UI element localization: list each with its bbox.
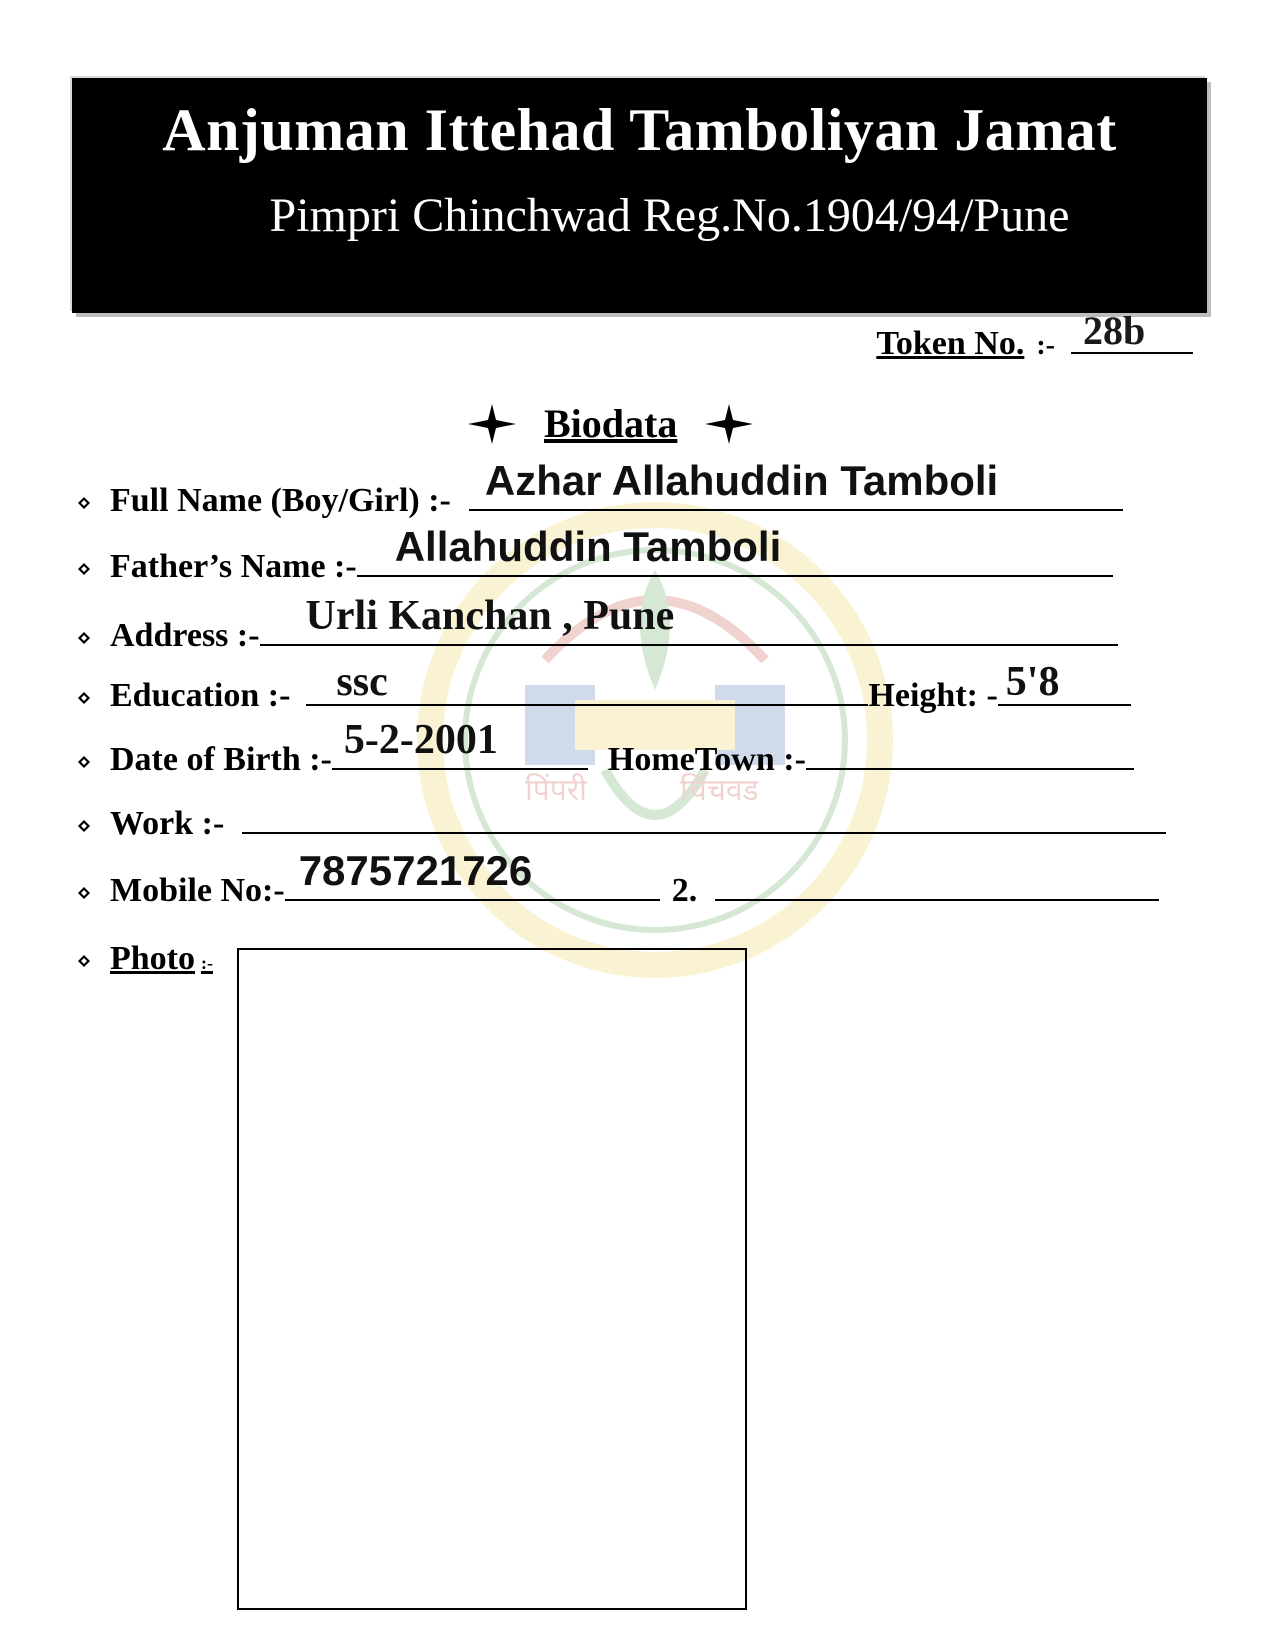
diamond-bullet-icon — [78, 692, 90, 704]
full-name-field[interactable] — [469, 457, 1123, 511]
full-name-value: Azhar Allahuddin Tamboli — [484, 457, 999, 504]
photo-label-suffix: :- — [201, 953, 213, 973]
address-row — [78, 593, 1118, 655]
biodata-title — [440, 400, 781, 447]
four-point-star-icon — [466, 402, 518, 446]
education-label: Education :- — [110, 677, 291, 714]
biodata-heading: Biodata — [544, 401, 678, 446]
diamond-bullet-icon — [78, 887, 90, 899]
mobile2-label: 2. — [671, 872, 698, 909]
full-name-row — [78, 457, 1123, 520]
father-name-value: Allahuddin Tamboli — [394, 523, 782, 570]
hometown-label: HomeTown :- — [607, 741, 806, 778]
diamond-bullet-icon — [78, 820, 90, 832]
address-field[interactable] — [260, 593, 1118, 646]
photo-box[interactable] — [237, 948, 747, 1610]
mobile-field[interactable] — [285, 847, 660, 901]
mobile-row — [78, 847, 1159, 910]
height-label: Height: - — [868, 677, 998, 714]
organization-name: Anjuman Ittehad Tamboliyan Jamat — [162, 97, 1117, 163]
watermark-text-right: चिंचवड — [680, 773, 759, 808]
diamond-bullet-icon — [78, 497, 90, 509]
token-field[interactable] — [1071, 308, 1193, 354]
token-separator: :- — [1036, 330, 1055, 361]
mobile-value: 7875721726 — [298, 847, 533, 894]
photo-label-text: Photo — [110, 940, 195, 977]
work-row — [78, 805, 1166, 843]
diamond-bullet-icon — [78, 632, 90, 644]
four-point-star-icon — [703, 402, 755, 446]
work-field[interactable] — [242, 810, 1166, 834]
full-name-label: Full Name (Boy/Girl) :- — [110, 482, 451, 519]
height-field[interactable] — [998, 659, 1131, 706]
education-row — [78, 659, 1131, 715]
address-label: Address :- — [110, 617, 260, 654]
diamond-bullet-icon — [78, 756, 90, 768]
education-value: ssc — [336, 659, 388, 705]
photo-label — [110, 940, 213, 978]
mobile-label: Mobile No:- — [110, 872, 285, 909]
token-label: Token No. — [876, 325, 1025, 362]
education-field[interactable] — [306, 659, 868, 706]
work-label: Work :- — [110, 805, 225, 842]
father-name-field[interactable] — [357, 523, 1113, 577]
organization-registration: Pimpri Chinchwad Reg.No.1904/94/Pune — [269, 189, 1070, 242]
address-value: Urli Kanchan , Pune — [305, 593, 675, 639]
dob-field[interactable] — [332, 717, 588, 770]
token-value: 28b — [1083, 308, 1146, 353]
height-value: 5'8 — [1005, 659, 1060, 705]
watermark-text-left: पिंपरी — [525, 773, 587, 808]
photo-row — [78, 940, 213, 978]
header-banner — [72, 78, 1207, 313]
dob-row — [78, 717, 1134, 779]
diamond-bullet-icon — [78, 955, 90, 967]
father-name-label: Father’s Name :- — [110, 548, 357, 585]
dob-label: Date of Birth :- — [110, 741, 332, 778]
hometown-field[interactable] — [806, 746, 1134, 770]
father-name-row — [78, 523, 1113, 586]
diamond-bullet-icon — [78, 563, 90, 575]
mobile2-field[interactable] — [715, 877, 1159, 901]
dob-value: 5-2-2001 — [343, 717, 498, 763]
token-number — [876, 308, 1193, 363]
